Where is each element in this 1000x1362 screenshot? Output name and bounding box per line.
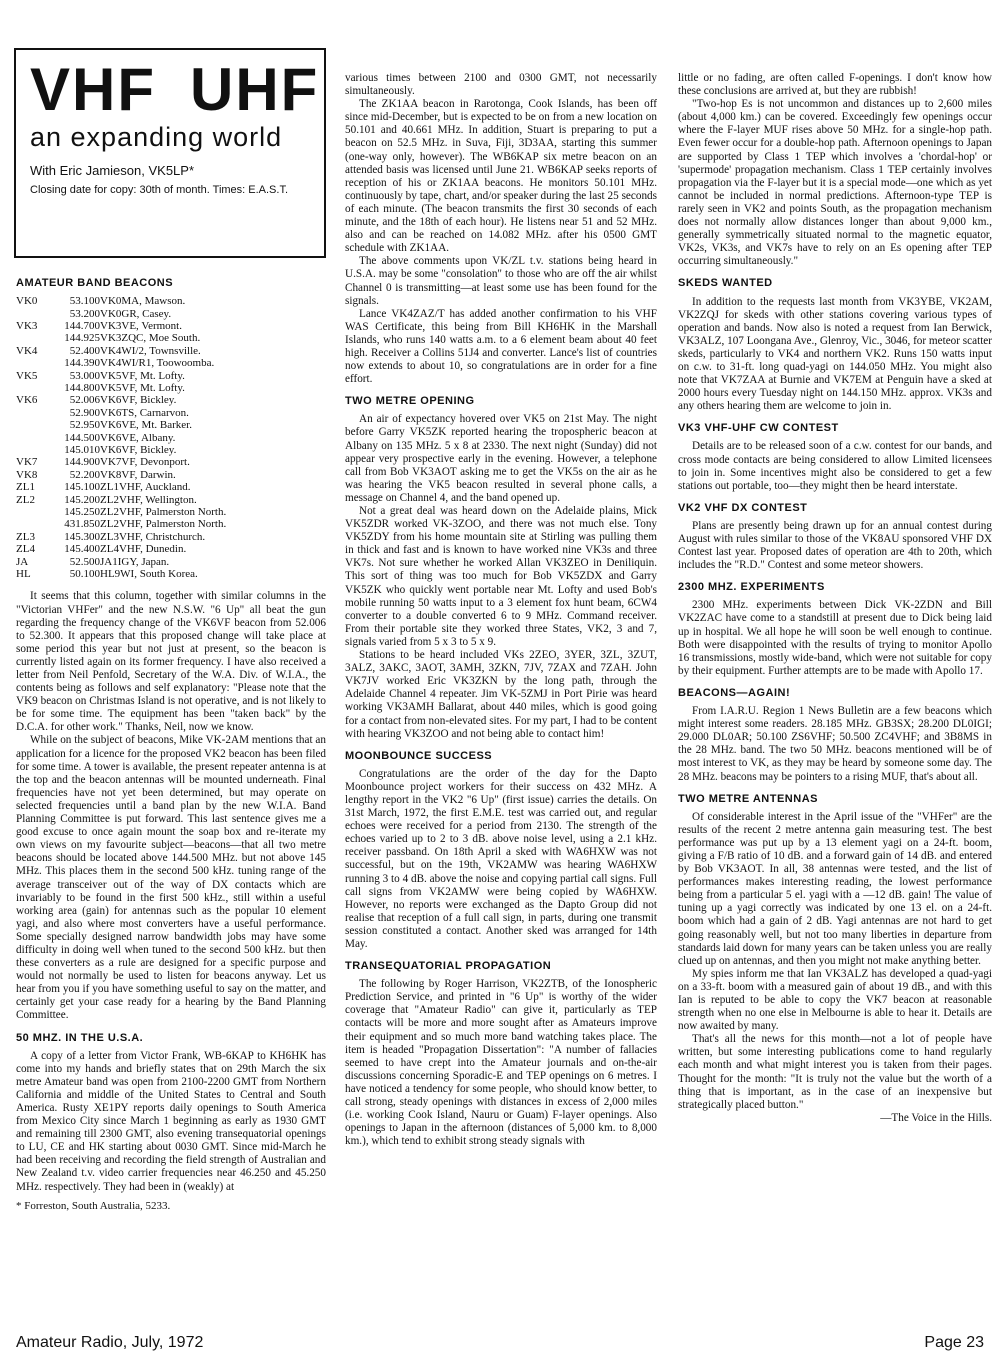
- paragraph: various times between 2100 and 0300 GMT, not necessarily simultaneously.: [345, 72, 657, 98]
- beacon-callsign: VK6VE, Albany.: [100, 431, 176, 444]
- beacon-state: ZL2: [16, 493, 35, 506]
- beacon-state: VK3: [16, 319, 38, 332]
- beacon-callsign: ZL2VHF, Wellington.: [100, 493, 197, 506]
- beacon-frequency: 144.700: [64, 319, 100, 332]
- beacon-callsign: VK4WI/2, Townsville.: [100, 344, 201, 357]
- beacon-callsign: VK7VF, Devonport.: [100, 456, 190, 469]
- beacon-callsign: VK8VF, Darwin.: [100, 468, 176, 481]
- beacon-callsign: VK6VF, Bickley.: [100, 394, 177, 407]
- column-1: [16, 268, 326, 1213]
- byline: With Eric Jamieson, VK5LP*: [30, 163, 195, 178]
- beacon-row: [16, 357, 226, 369]
- beacon-row: [16, 345, 226, 357]
- beacon-state: ZL1: [16, 481, 35, 494]
- paragraph: Stations to be heard included VKs 2ZEO, 3YER, 3ZL, 3ZUT, 3ALZ, 3AKC, 3AOT, 3AMH, 3ZKN, 7JV, 7ZAX and 7ZAH. John VK7JV worked Eric VK3ZKN by the long path, through the Adelaide Channel 4 repeater. Jim VK-5ZMJ in Port Pirie was heard working VK3AMH Ballarat, about 440 miles, which is good going for a contact from non-elevated sites. For my part, I had to be content with hearing VK3ZOO and not being able to contact him!: [345, 649, 657, 740]
- beacon-state: [16, 506, 52, 518]
- beacon-state: VK6: [16, 394, 38, 407]
- heading-transequatorial: TRANSEQUATORIAL PROPAGATION: [345, 960, 552, 973]
- beacon-frequency: 53.000: [69, 369, 100, 382]
- beacon-row: [16, 370, 226, 382]
- heading-two-metre-antennas: TWO METRE ANTENNAS: [678, 792, 818, 805]
- beacon-frequency: 144.800: [64, 381, 100, 394]
- beacon-frequency: 144.900: [64, 456, 100, 469]
- beacon-frequency: 52.500: [69, 555, 100, 568]
- paragraph: In addition to the requests last month from VK3YBE, VK2AM, VK2ZQJ for skeds with other stations covering various types of operation and bands. Now also is noted a request from Ian Berwick, VK3ALZ, 107 Loongana Ave., Glenroy, Vic., 3046, for meteor scatter skeds, particularly to VK4 and northern VK2. Runs 150 watts input on c.w. to 31-ft. long quad-yagi on 144.050 MHz. You might also note that VK7ZAA at Burnie and VK7EM at Penguin have a sked at 2000 hours every Tuesday night on 144.150 MHz. approx. VK3s and any others hearing them are welcome to join in.: [678, 295, 992, 413]
- beacon-row: [16, 332, 226, 344]
- beacon-state: VK4: [16, 344, 38, 357]
- paragraph: Plans are presently being drawn up for an annual contest during August with rules similar to those of the VK8AU sponsored VHF DX Contest last year. Proposed dates of operation are 4th to 20th, which includes the "R.D." Contest and some meteor showers.: [678, 519, 992, 572]
- beacon-state: VK5: [16, 369, 38, 382]
- beacon-frequency: 52.006: [69, 394, 100, 407]
- beacon-frequency: 145.400: [64, 543, 100, 556]
- paragraph: The ZK1AA beacon in Rarotonga, Cook Islands, has been off since mid-December, but is expected to be on from a new location on 50.101 and 40.661 MHz. In addition, Stuart is preparing to put a beacon on 52.5 MHz. in Suva, Fiji, 3D3AA, starting this summer (one-way only, however). The WB6KAP six metre beacon on an attended basis was licensed until June 21. WB6KAP seeks reports of reception of his or ZK1AA beacons. He monitors 50.101 MHz. continuously by tape, chart, and/or speaker during the last 25 seconds of each minute. (The beacon transmits the first 30 seconds of each minute, and the 18th of each hour). He listens near 51 and 52 MHz. also and can be reached on 14.082 MHz. after his 0500 GMT schedule with ZK1AA.: [345, 98, 657, 255]
- beacon-frequency: 144.500: [64, 431, 100, 444]
- beacon-frequency: 52.950: [69, 419, 100, 432]
- beacon-state: HL: [16, 568, 31, 581]
- beacon-row: [16, 295, 226, 307]
- beacon-row: [16, 556, 226, 568]
- paragraph: Not a great deal was heard down on the Adelaide plains, Mick VK5ZDR worked VK-3ZOO, and there was not much else. Tony VK5ZDY from his home mountain site at Stirling was pulling them in thick and fast and is known to have worked nine VK3s and three VK7s. Not sure whether he worked Allan VK3ZEO in Deniliquin. This sort of thing was too much for Bob VK5ZDX and Garry VK5ZK who quickly went portable near Mt. Lofty and used Bob's mobile running 50 watts input to a 3 element fox hunt beam, 6CW4 converter to a double converted 6 to 9 MHz. Command receiver. From their portable site they worked three States, VK2, 3 and 7, signals varied from 5 x 3 to 5 x 9.: [345, 505, 657, 648]
- beacon-callsign: VK0GR, Casey.: [100, 307, 172, 320]
- beacon-callsign: VK5VF, Mt. Lofty.: [100, 369, 185, 382]
- beacon-row: [16, 456, 226, 468]
- beacon-row: [16, 531, 226, 543]
- paragraph: Of considerable interest in the April issue of the "VHFer" are the results of the recent 2 metre antenna gain measuring test. The best performance was put up by a 13 element yagi on a 24-ft. boom, giving a F/B ratio of 10 dB. and a forward gain of 14 dB. and entered by Bob VK3AOT. In all, 38 antennas were tested, and the list of performances makes interesting reading, the lowest performance being from a particular 5 el. yagi with a —12 dB. gain! The value of tuning up a yagi correctly was indicated by one 13 el. on a 24-ft. boom which had a gain of 2 dB. Yagi antennas are not hard to get going reasonably well, but not too many liberties in departure from standards laid down for many years can be taken unless you are really clued up on antennas, and then you might not make anything better.: [678, 810, 992, 967]
- paragraph: The above comments upon VK/ZL t.v. stations being heard in U.S.A. may be some "consolation" to those who are off the air whilst Channel 0 is transmitting—at least some use has been found for the signals.: [345, 255, 657, 307]
- beacon-frequency: 53.200: [69, 307, 100, 320]
- beacon-callsign: ZL1VHF, Auckland.: [100, 481, 191, 494]
- beacon-row: [16, 382, 226, 394]
- column-subtitle: an expanding world: [30, 122, 283, 152]
- beacon-state: [16, 308, 52, 320]
- beacon-row: [16, 444, 226, 456]
- paragraph: 2300 MHz. experiments between Dick VK-2ZDN and Bill VK2ZAC have come to a standstill at present due to Dick being laid up in hospital. We all hope he will soon be well enough to continue. Both were disappointed with the results of trying to monitor Apollo 16 transmissions, mostly wide-band, which were not suitable for copy by their equipment. Further attempts are to be made with Apollo 17.: [678, 599, 992, 677]
- beacon-frequency: 145.250: [64, 506, 100, 518]
- heading-cw-contest: VK3 VHF-UHF CW CONTEST: [678, 422, 839, 435]
- beacon-state: [16, 357, 52, 369]
- beacon-state: [16, 419, 52, 431]
- beacon-row: [16, 394, 226, 406]
- beacon-row: [16, 568, 226, 580]
- paragraph: The following by Roger Harrison, VK2ZTB, of the Ionospheric Prediction Service, and printed in "6 Up" is worthy of the wider coverage that "Amateur Radio" can give it, particularly as TEP contacts will be more and more sought after as Amateurs improve their equipment and so much more band watching takes place. The item is headed "Propagation Dissertation": "A number of fallacies seemed to have crept into the Amateur journals and on-the-air discussions concerning Sporadic-E and TEP openings on 6 metres. I have noticed a tendency for some people, who should know better, to call strong, steady openings with distances in excess of 2,000 miles (i.e. working Cook Island, Nauru or Guam) F-layer openings. Also openings to Japan in the afternoon (distances of 5,000 km. to 8,000 km.), which tend to exhibit strong steady signals with: [345, 978, 657, 1148]
- title-uhf: UHF: [190, 56, 320, 123]
- heading-moonbounce: MOONBOUNCE SUCCESS: [345, 749, 493, 762]
- beacon-callsign: ZL4VHF, Dunedin.: [100, 543, 187, 556]
- beacon-frequency: 145.300: [64, 530, 100, 543]
- footnote: * Forreston, South Australia, 5233.: [16, 1199, 171, 1212]
- beacon-state: [16, 444, 52, 456]
- beacon-row: [16, 494, 226, 506]
- beacon-callsign: VK5VF, Mt. Lofty.: [100, 381, 185, 394]
- paragraph: While on the subject of beacons, Mike VK-2AM mentions that an application for a licence for the proposed VK2 beacon has been filed for some time. A tower is available, the present repeater antenna is at the top and the beacon antennas will be mounted underneath. Final frequencies have not yet been determined, but may operate on selected frequencies until a band plan by the new W.I.A. Band Planning Committee is put forward. This last sentence gives me a good excuse to once again mount the soap box and re-iterate my own views on my favourite subject—beacons—that all two metre beacons should be located above 144.500 MHz. but not above 145 MHz. This places them in the second 500 kHz. tuning range of the average transceiver out of the way of DX contacts which are invariably to be found in the first 500 kHz., still within a useful working area (gain) for antennas such as the popular 10 element yagi, and also where most converters have a useful performance. Some specially designed narrow bandwidth jobs may have some difficulty in doing well when tuned to the second 500 kHz. but then these converters as a rule are designed for a specific purpose and would not normally be used to listen for beacons anyway. Let us hear from you if you have something useful to say on the matter, and certainly get your case ready for a hearing by the Band Planning Committee.: [16, 734, 326, 1022]
- beacon-callsign: ZL2VHF, Palmerston North.: [100, 506, 227, 518]
- paragraph: Congratulations are the order of the day for the Dapto Moonbounce project workers for their success on 432 MHz. A lengthy report in the VK2 "6 Up" (first issue) carries the details. On 31st March, 1972, the first E.M.E. test was carried out, and regular echoes were received for a period from 2130. The strength of the echoes varied up to 2 to 3 dB. above noise level, using a 2.1 kHz. receiver passband. On 18th April a sked with WA6HXW was not successful, but on the 19th, VK2AMW was hearing WA6HXW running 3 to 4 dB. above the noise and copying partial call signs. Full call signs from VK2AMW were being copied by WA6HXW. However, no reports were exchanged as the Dapto Group did not realise that reception of a full call sign, in parts, during one transmit session constituted a contact. Another sked was arranged for 14th May.: [345, 767, 657, 950]
- beacon-frequency: 50.100: [69, 568, 100, 581]
- title-vhf: VHF: [30, 56, 156, 123]
- beacon-row: [16, 469, 226, 481]
- paragraph: An air of expectancy hovered over VK5 on 21st May. The night before Garry VK5ZK reported hearing the tropospheric beacon at Albany on 135 MHz. 5 x 8 at 2330. The next night (Sunday) did not appear very prospective early in the evening. However, a telephone call from Bob VK3AOT asking me to get the VK5s on the air as he was hearing the VK5 beacon resulted in several phone calls, a message on Channel 4, and the band opened up.: [345, 413, 657, 504]
- beacon-callsign: HL9WI, South Korea.: [100, 568, 198, 581]
- beacon-frequency: 52.200: [69, 468, 100, 481]
- paragraph: It seems that this column, together with similar columns in the "Victorian VHFer" and the new N.S.W. "6 Up" all beat the gun regarding the frequency change of the VK6VF beacon from 52.006 to 52.300. It appears that this proposed change will take place at some period this year but not just at present, so the beacon is currently listed again on its former frequency. I have also received a letter from Neil Penfold, Secretary of the W.A. Div. of W.I.A., the contents being as follows and self explanatory: "Please note that the VK9 beacon on Christmas Island is not operative, and is not likely to be for some time. The equipment has been "taken back" by the D.C.A. for other work." Thanks, Neil, now we know.: [16, 590, 326, 734]
- beacon-frequency: 145.010: [64, 443, 100, 456]
- beacon-callsign: VK0MA, Mawson.: [100, 295, 186, 308]
- paragraph: A copy of a letter from Victor Frank, WB-6KAP to KH6HK has come into my hands and briefly states that on 29th March the six metre Amateur band was open from 2100-2200 GMT from Northern California and middle of the United States to Central and South America. Rusty XE1PY reports daily openings to South America from Mexico City since March 1 beginning as early as 1930 GMT and remaining till 2300 GMT, also evening transequatorial openings to LU, CE and HK starting about 0030 GMT. Since mid-March he had been receiving and recording the field strength of Australian and New Zealand t.v. video carrier frequencies near 46.250 and 45.250 MHz. respectively. They had been in (weakly) at: [16, 1049, 326, 1193]
- beacon-callsign: VK4WI/R1, Toowoomba.: [100, 357, 215, 370]
- signature: —The Voice in the Hills.: [880, 1111, 992, 1124]
- paragraph: "Two-hop Es is not uncommon and distances up to 2,600 miles (about 4,000 km.) can be covered. Exceedingly few openings occur where the F-layer MUF rises above 50 MHz. for a single-hop path. Even fewer occur for a double-hop path. Afternoon openings to Japan are supported by Class 1 TEP which involves a 'chordal-hop' or 'supermode' propagation mechanism. Class 1 TEP certainly involves propagation via the F-layer but it is a special mode—one which as yet cannot be included in normal predictions. Afternoon-type TEP is rarely seen in VK2 and points South, as the propagation mechanism does not normally allow distances longer than about 9,000 km., generally symmetrically situated normal to the magnetic equator, VK2s, VK3s, and VK7s have to rely on an Es opening after TEP occurring simultaneously.": [678, 98, 992, 268]
- paragraph: Lance VK4ZAZ/T has added another confirmation to his VHF WAS Certificate, this being from Bill KH6HK in the Marshall Islands, who runs 140 watts a.m. to a 6 element beam about 40 feet high. Receiver a Collins 51J4 and converter. Lance's list of countries now extends to about 10, so congratulations are in order for a fine effort.: [345, 307, 657, 386]
- paragraph: little or no fading, are often called F-openings. I don't know how these conclusions are arrived at, but they are rubbish!: [678, 72, 992, 98]
- heading-beacons-again: BEACONS—AGAIN!: [678, 686, 791, 699]
- beacon-frequency: 53.100: [69, 295, 100, 308]
- beacon-callsign: JA1IGY, Japan.: [100, 555, 170, 568]
- beacon-callsign: ZL2VHF, Palmerston North.: [100, 518, 227, 531]
- beacon-state: [16, 432, 52, 444]
- heading-two-metre-opening: TWO METRE OPENING: [345, 395, 475, 408]
- paragraph: Details are to be released soon of a c.w. contest for our bands, and cross mode contacts are being considered to allow Limited licensees to join in. Some incentives might also be considered to get a few stations out portable, too—they might then be heard interstate.: [678, 440, 992, 492]
- beacon-row: [16, 407, 226, 419]
- beacon-state: [16, 382, 52, 394]
- beacon-callsign: VK6VF, Bickley.: [100, 443, 177, 456]
- page-number: Page 23: [924, 1334, 984, 1351]
- beacon-row: [16, 481, 226, 493]
- column-header-box: [14, 48, 326, 258]
- closing-date: Closing date for copy: 30th of month. Times: E.A.S.T.: [30, 184, 289, 196]
- beacon-callsign: ZL3VHF, Christchurch.: [100, 530, 206, 543]
- heading-2300mhz: 2300 MHZ. EXPERIMENTS: [678, 581, 825, 594]
- beacon-frequency: 144.925: [64, 332, 100, 345]
- beacon-callsign: VK6TS, Carnarvon.: [100, 406, 189, 419]
- publication-info: Amateur Radio, July, 1972: [16, 1334, 204, 1351]
- beacon-state: ZL4: [16, 543, 35, 556]
- beacon-row: [16, 432, 226, 444]
- paragraph: My spies inform me that Ian VK3ALZ has developed a quad-yagi on a 33-ft. boom with a measured gain of about 19 dB., and with this Ian is reputed to be able to copy the VK7 beacon at reasonable strength when no one else in Melbourne is able to hear it. Details are now awaited by many.: [678, 967, 992, 1033]
- beacon-state: VK0: [16, 295, 38, 308]
- beacon-state: JA: [16, 555, 29, 568]
- beacon-row: [16, 506, 226, 518]
- heading-dx-contest: VK2 VHF DX CONTEST: [678, 501, 808, 514]
- heading-beacons: AMATEUR BAND BEACONS: [16, 277, 174, 289]
- beacon-state: [16, 332, 52, 344]
- page-footer: [16, 1334, 984, 1352]
- beacon-table: [16, 295, 226, 580]
- beacon-row: [16, 320, 226, 332]
- beacon-state: [16, 407, 52, 419]
- beacon-frequency: 145.200: [64, 493, 100, 506]
- column-3: [678, 72, 992, 1125]
- beacon-state: VK7: [16, 456, 38, 469]
- beacon-callsign: VK3VE, Vermont.: [100, 319, 182, 332]
- beacon-frequency: 144.390: [64, 357, 100, 370]
- beacon-state: VK8: [16, 468, 38, 481]
- beacon-row: [16, 308, 226, 320]
- beacon-row: [16, 419, 226, 431]
- paragraph: That's all the news for this month—not a lot of people have written, but some interesting publications come to hand regularly each month and what might interest you is taken from their pages. Thought for the month: "It is truly not the value but the worth of a thing that is important, as in the case of an inexpensive but strategically placed button.": [678, 1033, 992, 1111]
- beacon-row: [16, 543, 226, 555]
- beacon-state: [16, 518, 52, 530]
- beacon-frequency: 52.900: [69, 406, 100, 419]
- heading-50mhz-usa: 50 MHZ. IN THE U.S.A.: [16, 1031, 144, 1044]
- paragraph: From I.A.R.U. Region 1 News Bulletin are a few beacons which might interest some readers. 28.185 MHz. GB3SX; 28.200 DL0IGI; 29.000 DL0AR; 50.100 ZS6VHF; 50.500 ZC4VHF; and 3B8MS in the 28 MHz. band. The two 50 MHz. beacons mentioned will be of most interest to VK, as they may be heard by someone some day. The 28 MHz. beacons may be pointers to a rising MUF, that's about all.: [678, 705, 992, 783]
- column-title: [30, 56, 320, 123]
- heading-skeds-wanted: SKEDS WANTED: [678, 277, 773, 290]
- beacon-frequency: 52.400: [69, 344, 100, 357]
- beacon-frequency: 431.850: [64, 518, 100, 531]
- column-2: [345, 72, 657, 1148]
- beacon-row: [16, 518, 226, 530]
- beacon-frequency: 145.100: [64, 481, 100, 494]
- beacon-callsign: VK3ZQC, Moe South.: [100, 332, 201, 345]
- beacon-callsign: VK6VE, Mt. Barker.: [100, 419, 192, 432]
- beacon-state: ZL3: [16, 530, 35, 543]
